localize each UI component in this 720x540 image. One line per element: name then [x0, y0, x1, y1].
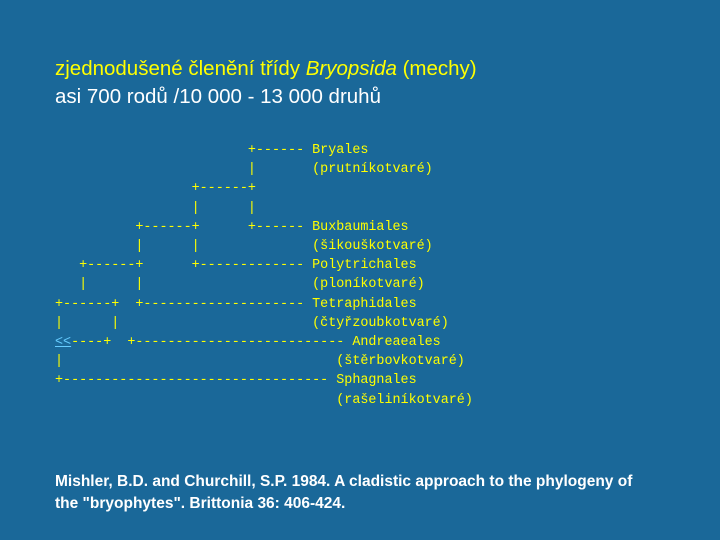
citation-text: Mishler, B.D. and Churchill, S.P. 1984. A cladistic approach to the phylogeny of the "bryophytes". Brittonia 36: 406-424. — [55, 473, 633, 512]
tree-line-10: ----+ +-------------------------- Andreaeales — [71, 335, 441, 351]
tree-line-2: +------+ — [55, 181, 256, 197]
back-link[interactable]: << — [55, 335, 72, 351]
title-taxon: Bryopsida — [305, 57, 397, 80]
tree-line-11: | (štěrbovkotvaré) — [55, 354, 465, 370]
tree-line-8: +------+ +-------------------- Tetraphidales — [55, 296, 417, 312]
tree-line-13: (rašeliníkotvaré) — [55, 392, 473, 408]
tree-line-0: +------ Bryales — [55, 143, 369, 158]
title-prefix: zjednodušené členění třídy — [55, 57, 306, 80]
tree-line-1: | (prutníkotvaré) — [55, 162, 433, 178]
cladogram-tree — [55, 141, 473, 410]
tree-line-7: | | (ploníkotvaré) — [55, 277, 425, 293]
tree-line-4: +------+ +------ Buxbaumiales — [55, 219, 409, 235]
tree-line-9: | | (čtyřzoubkotvaré) — [55, 315, 449, 331]
tree-line-5: | | (šikouškotvaré) — [55, 239, 433, 255]
tree-line-3: | | — [55, 200, 256, 216]
slide-title — [55, 56, 477, 82]
tree-line-12: +--------------------------------- Sphagnales — [55, 373, 417, 389]
tree-line-6: +------+ +------------- Polytrichales — [55, 258, 417, 274]
slide-subtitle: asi 700 rodů /10 000 - 13 000 druhů — [55, 85, 381, 108]
title-suffix: (mechy) — [396, 57, 477, 80]
